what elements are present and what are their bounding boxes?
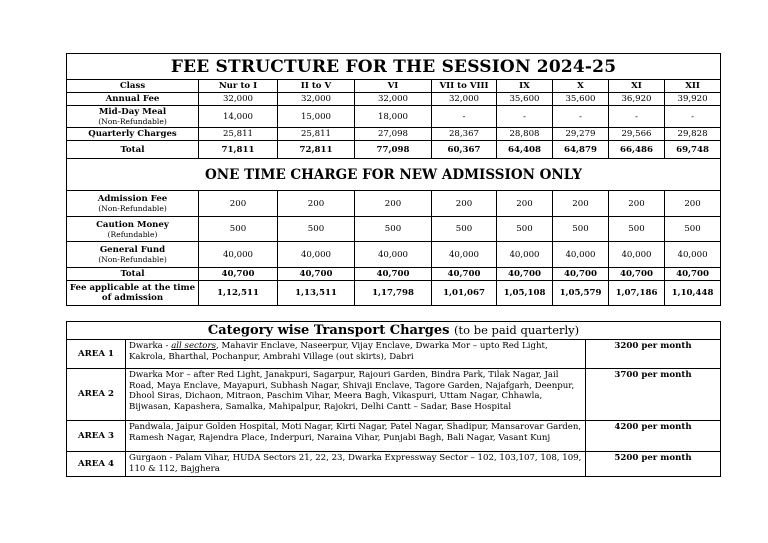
- transport-area-row: [67, 369, 721, 421]
- fee-value-cell: 500: [432, 217, 497, 242]
- fee-rows-row: [67, 141, 721, 159]
- transport-area-row: [67, 421, 721, 452]
- fee-value-cell: 500: [355, 217, 432, 242]
- class-header-4: VII to VIII: [432, 80, 497, 93]
- transport-area-row: [67, 340, 721, 369]
- fee-value-cell: 29,279: [553, 128, 609, 141]
- class-header-5: IX: [497, 80, 553, 93]
- fee-value-cell: 29,566: [609, 128, 665, 141]
- fee-value-cell: 500: [199, 217, 278, 242]
- fee-value-cell: 40,000: [665, 242, 721, 268]
- row-label-cell: [67, 281, 199, 306]
- fee-value-cell: 200: [665, 191, 721, 217]
- fee-value-cell: 72,811: [278, 141, 355, 159]
- class-header-1: Nur to I: [199, 80, 278, 93]
- fee-value-cell: 500: [609, 217, 665, 242]
- fee-value-cell: 60,367: [432, 141, 497, 159]
- fee-rows-row: [67, 128, 721, 141]
- fee-value-cell: -: [497, 106, 553, 128]
- fee-value-cell: 69,748: [665, 141, 721, 159]
- one-time-charge-title: ONE TIME CHARGE FOR NEW ADMISSION ONLY: [67, 159, 721, 191]
- fee-value-cell: -: [665, 106, 721, 128]
- fee-structure-title: FEE STRUCTURE FOR THE SESSION 2024-25: [67, 54, 721, 80]
- area-price: 3700 per month: [586, 369, 721, 421]
- class-header-3: VI: [355, 80, 432, 93]
- fee-value-cell: 77,098: [355, 141, 432, 159]
- fee-value-cell: 500: [665, 217, 721, 242]
- fee-value-cell: 200: [497, 191, 553, 217]
- fee-value-cell: 18,000: [355, 106, 432, 128]
- row-label-cell: [67, 128, 199, 141]
- fee-value-cell: 40,700: [497, 268, 553, 281]
- one-time_rows-row: [67, 191, 721, 217]
- area-description-cell: [126, 452, 586, 477]
- row-sublabel: (Non-Refundable): [98, 117, 167, 126]
- fee-value-cell: 40,000: [553, 242, 609, 268]
- row-label: Annual Fee: [105, 94, 160, 104]
- fee-value-cell: -: [432, 106, 497, 128]
- fee-value-cell: 500: [553, 217, 609, 242]
- fee-value-cell: 14,000: [199, 106, 278, 128]
- fee-value-cell: 1,05,108: [497, 281, 553, 306]
- row-label-cell: [67, 141, 199, 159]
- area-price: 3200 per month: [586, 340, 721, 369]
- fee-value-cell: 200: [432, 191, 497, 217]
- fee-value-cell: 28,808: [497, 128, 553, 141]
- fee-value-cell: 25,811: [278, 128, 355, 141]
- area-label: AREA 4: [67, 452, 126, 477]
- fee-value-cell: 1,05,579: [553, 281, 609, 306]
- row-label: Admission Fee: [97, 194, 168, 204]
- row-label: Caution Money: [96, 219, 169, 230]
- fee-value-cell: 1,13,511: [278, 281, 355, 306]
- fee-value-cell: 40,000: [278, 242, 355, 268]
- row-label-cell: [67, 93, 199, 106]
- transport-area-row: [67, 452, 721, 477]
- row-sublabel: (Non-Refundable): [98, 255, 167, 264]
- area-description: Pandwala, Jaipur Golden Hospital, Moti Nagar, Kirti Nagar, Patel Nagar, Shadipur, Mansarovar Garden, Ramesh Nagar, Rajendra Place, Inderpuri, Naraina Vihar, Punjabi Bagh, Bali Nagar, Vasant Kunj: [129, 422, 582, 443]
- area-description-prefix: Dwarka -: [129, 341, 172, 351]
- fee-value-cell: 40,700: [432, 268, 497, 281]
- one-time_rows-row: [67, 242, 721, 268]
- fee-value-cell: 40,000: [355, 242, 432, 268]
- area-price: 5200 per month: [586, 452, 721, 477]
- row-sublabel: (Non-Refundable): [98, 204, 167, 213]
- row-label: Mid-Day Meal: [98, 107, 167, 117]
- area-label: AREA 2: [67, 369, 126, 421]
- fee-value-cell: 1,01,067: [432, 281, 497, 306]
- fee-value-cell: 200: [199, 191, 278, 217]
- fee-value-cell: 39,920: [665, 93, 721, 106]
- fee-value-cell: 15,000: [278, 106, 355, 128]
- row-label: Quarterly Charges: [88, 129, 177, 139]
- transport-charges-table: [66, 321, 721, 477]
- fee-value-cell: 66,486: [609, 141, 665, 159]
- row-sublabel: (Refundable): [107, 229, 158, 239]
- class-header-8: XII: [665, 80, 721, 93]
- fee-value-cell: 500: [278, 217, 355, 242]
- area-label: AREA 1: [67, 340, 126, 369]
- class-header-2: II to V: [278, 80, 355, 93]
- one-time_rows-row: [67, 217, 721, 242]
- fee-value-cell: 36,920: [609, 93, 665, 106]
- fee-value-cell: 1,12,511: [199, 281, 278, 306]
- fee-value-cell: 32,000: [432, 93, 497, 106]
- fee-value-cell: 27,098: [355, 128, 432, 141]
- one-time_rows-row: [67, 281, 721, 306]
- fee-value-cell: 64,879: [553, 141, 609, 159]
- row-label: Total: [120, 144, 145, 155]
- fee-value-cell: 71,811: [199, 141, 278, 159]
- area-price: 4200 per month: [586, 421, 721, 452]
- row-label-cell: [67, 191, 199, 217]
- fee-rows-row: [67, 106, 721, 128]
- fee-rows-row: [67, 93, 721, 106]
- fee-value-cell: 35,600: [553, 93, 609, 106]
- fee-value-cell: 32,000: [355, 93, 432, 106]
- fee-structure-table: [66, 53, 721, 306]
- class-header-6: X: [553, 80, 609, 93]
- fee-value-cell: 40,000: [432, 242, 497, 268]
- fee-value-cell: 40,700: [553, 268, 609, 281]
- transport-title: [67, 322, 721, 340]
- area-description: , Mahavir Enclave, Naseerpur, Vijay Enclave, Dwarka Mor – upto Red Light, Kakrola, Bharthal, Pochanpur, Ambrahi Village (out skirts), Dabri: [129, 341, 548, 362]
- row-label-cell: [67, 242, 199, 268]
- fee-value-cell: 1,10,448: [665, 281, 721, 306]
- transport-title-text: Category wise Transport Charges: [207, 323, 450, 338]
- area-description-cell: [126, 421, 586, 452]
- row-label-cell: [67, 268, 199, 281]
- fee-value-cell: 40,000: [497, 242, 553, 268]
- transport-title-note: (to be paid quarterly): [454, 323, 580, 337]
- fee-value-cell: 1,17,798: [355, 281, 432, 306]
- fee-value-cell: 40,000: [609, 242, 665, 268]
- fee-value-cell: 40,700: [355, 268, 432, 281]
- fee-value-cell: 200: [278, 191, 355, 217]
- area-label: AREA 3: [67, 421, 126, 452]
- fee-value-cell: 29,828: [665, 128, 721, 141]
- fee-value-cell: 40,700: [665, 268, 721, 281]
- row-label-cell: [67, 106, 199, 128]
- fee-value-cell: 32,000: [278, 93, 355, 106]
- fee-value-cell: 500: [497, 217, 553, 242]
- fee-value-cell: 200: [609, 191, 665, 217]
- fee-value-cell: 28,367: [432, 128, 497, 141]
- fee-value-cell: 200: [553, 191, 609, 217]
- fee-value-cell: 1,07,186: [609, 281, 665, 306]
- fee-value-cell: 200: [355, 191, 432, 217]
- area-description: Gurgaon - Palam Vihar, HUDA Sectors 21, 22, 23, Dwarka Expressway Sector – 102, 103,107, 108, 109, 110 & 112, Bajghera: [129, 453, 582, 474]
- row-label-cell: [67, 217, 199, 242]
- fee-value-cell: 64,408: [497, 141, 553, 159]
- fee-value-cell: 40,700: [609, 268, 665, 281]
- fee-value-cell: 40,700: [199, 268, 278, 281]
- fee-value-cell: 35,600: [497, 93, 553, 106]
- area-description-cell: [126, 340, 586, 369]
- area-description: Dwarka Mor – after Red Light, Janakpuri, Sagarpur, Rajouri Garden, Bindra Park, Tilak Nagar, Jail Road, Maya Enclave, Mayapuri, Subhash Nagar, Shivaji Enclave, Tagore Garden, Najafgarh, Deenpur, Dhool Siras, Dichaon, Mitraon, Paschim Vihar, Meera Bagh, Vikaspuri, Uttam Nagar, Chhawla, Bijwasan, Kapashera, Samalka, Mahipalpur, Rajokri, Delhi Cantt – Sadar, Base Hospital: [129, 370, 575, 412]
- fee-value-cell: -: [609, 106, 665, 128]
- class-header-row: [67, 80, 721, 93]
- class-header-7: XI: [609, 80, 665, 93]
- row-label: Total: [120, 269, 145, 279]
- fee-value-cell: 40,700: [278, 268, 355, 281]
- row-label: Fee applicable at the time of admission: [69, 283, 196, 303]
- one-time_rows-row: [67, 268, 721, 281]
- fee-value-cell: -: [553, 106, 609, 128]
- class-column-header: Class: [67, 80, 199, 93]
- area-description-emphasis: all sectors: [171, 341, 216, 351]
- fee-value-cell: 40,000: [199, 242, 278, 268]
- area-description-cell: [126, 369, 586, 421]
- row-label: General Fund: [99, 245, 166, 255]
- fee-value-cell: 25,811: [199, 128, 278, 141]
- fee-value-cell: 32,000: [199, 93, 278, 106]
